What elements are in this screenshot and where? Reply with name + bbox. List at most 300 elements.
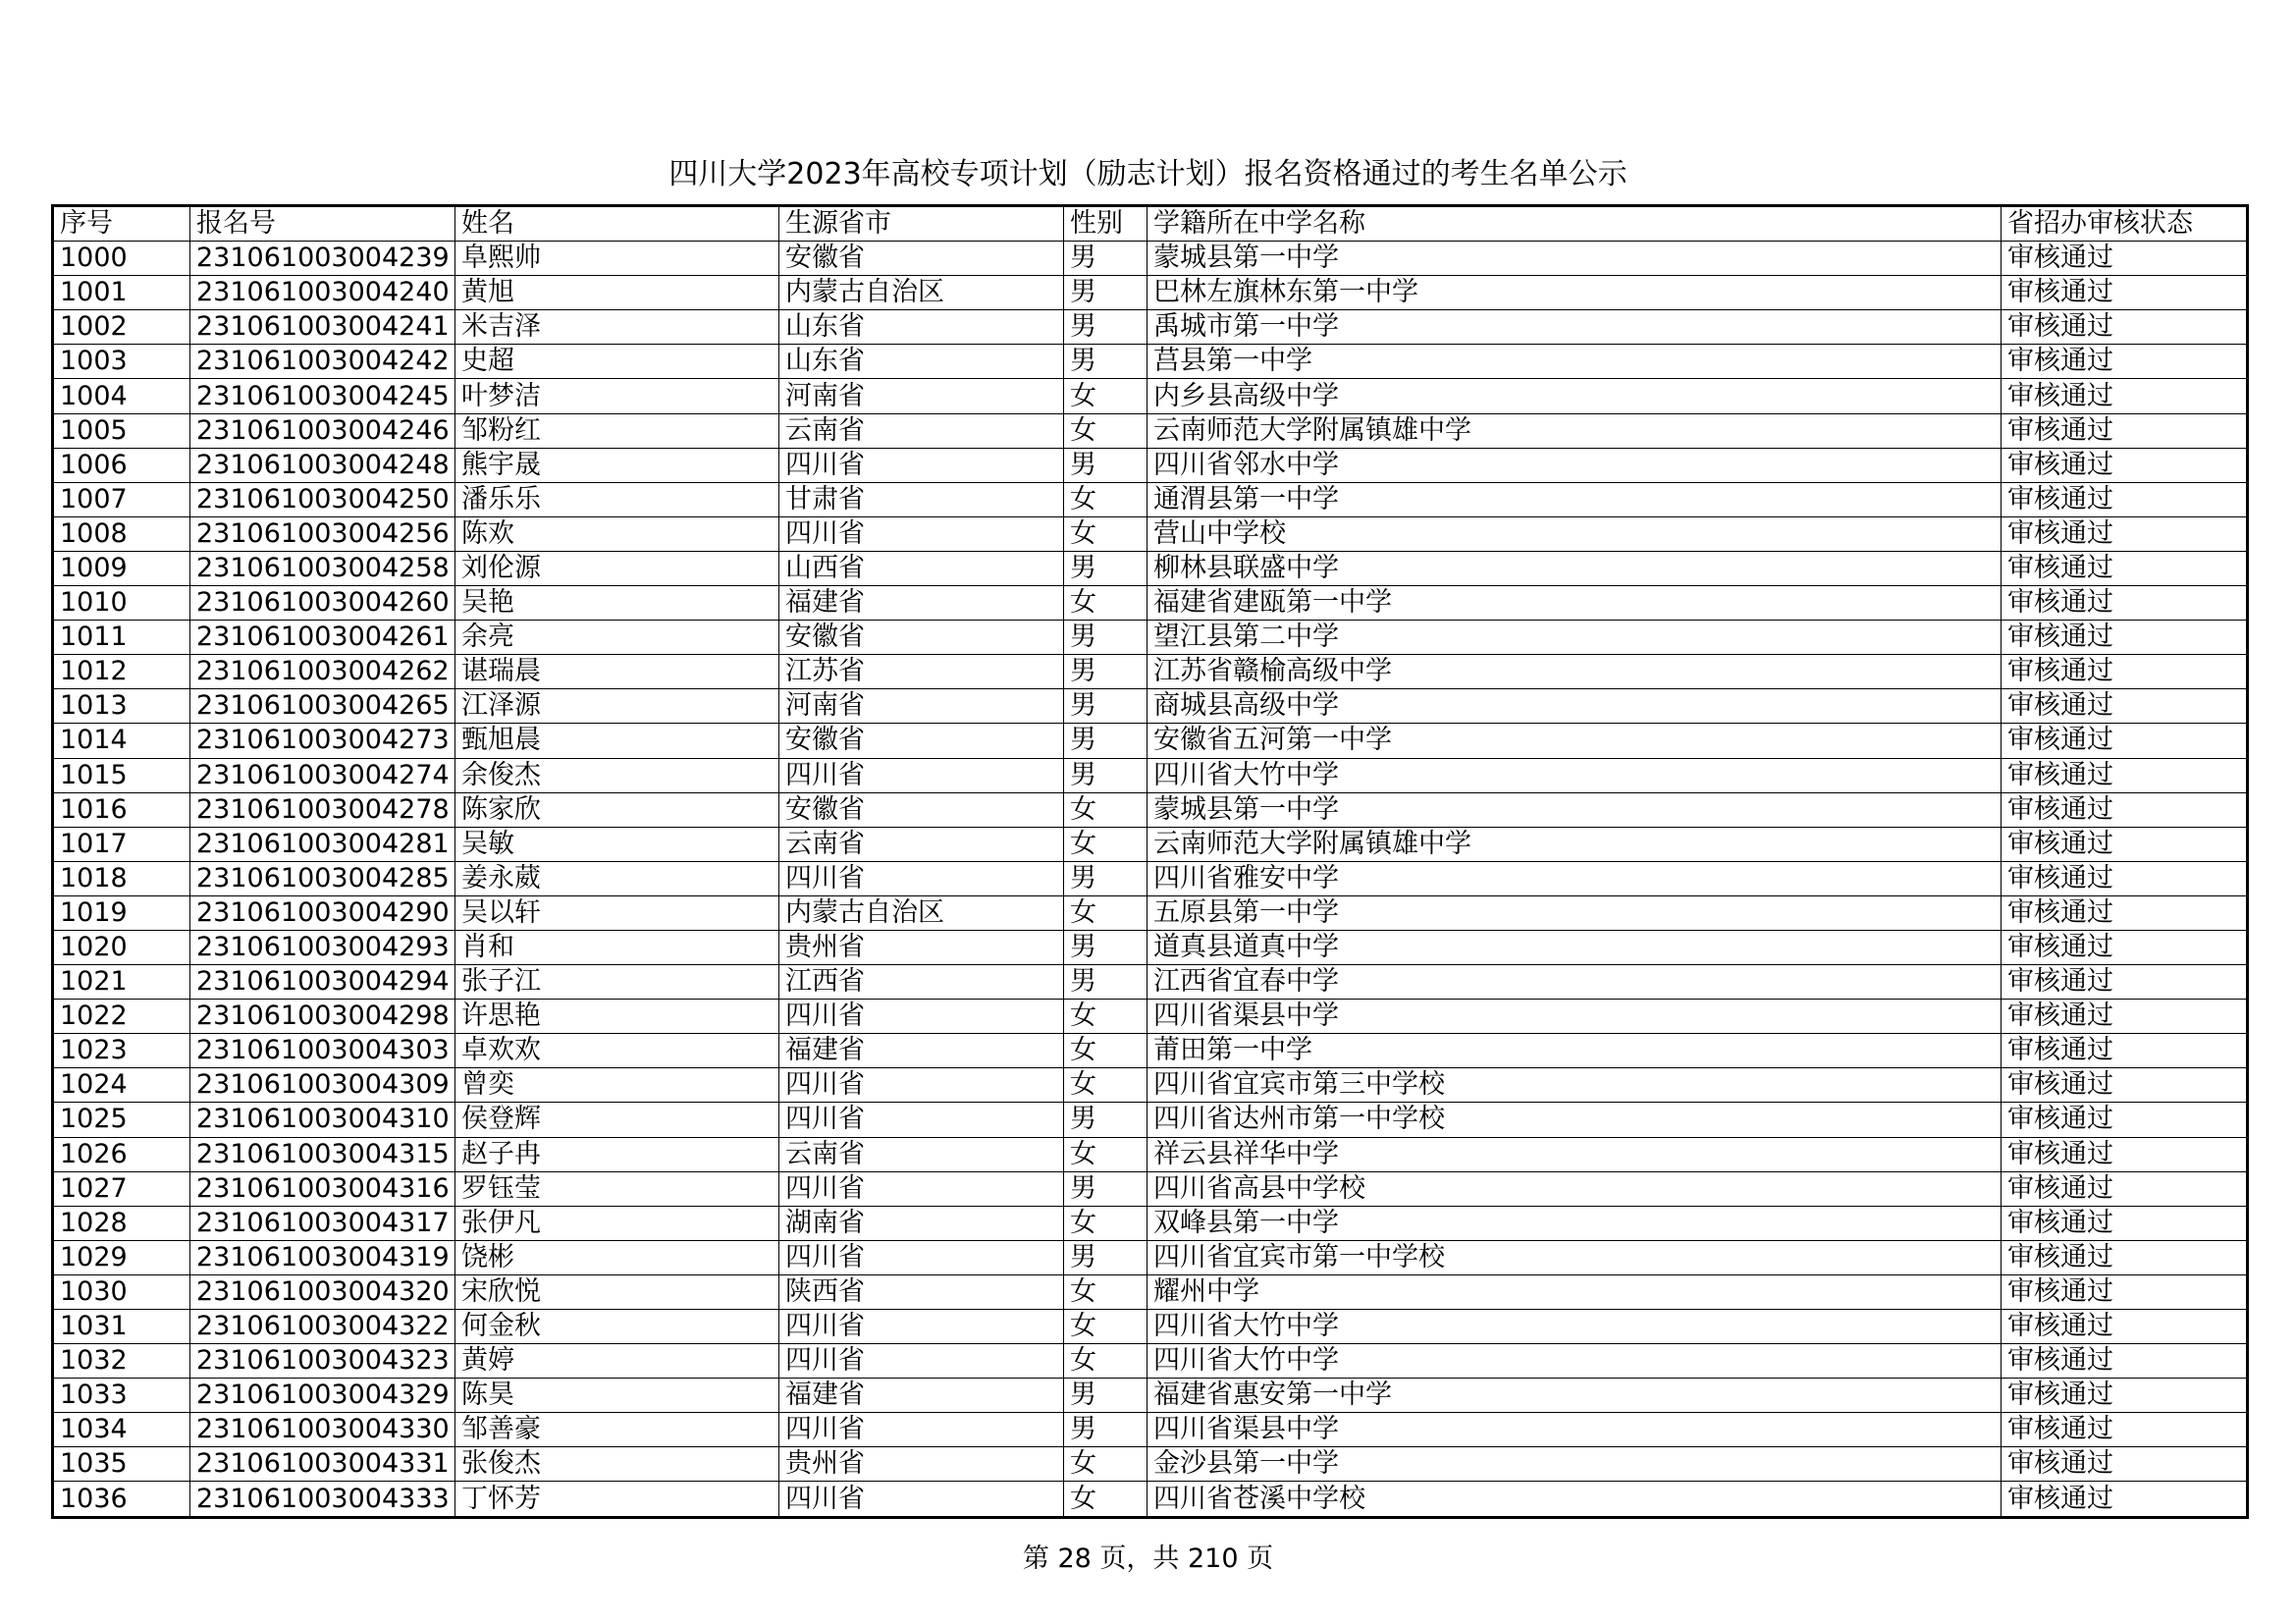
cell-index: 1018	[53, 861, 190, 895]
cell-review-status: 审核通过	[2002, 1171, 2248, 1206]
cell-school: 通渭县第一中学	[1148, 482, 2002, 516]
cell-name: 丁怀芳	[455, 1482, 779, 1517]
cell-index: 1019	[53, 895, 190, 930]
cell-gender: 男	[1064, 930, 1148, 964]
cell-gender: 男	[1064, 310, 1148, 345]
cell-gender: 男	[1064, 448, 1148, 482]
cell-registration-number: 231061003004309	[190, 1068, 455, 1103]
cell-registration-number: 231061003004261	[190, 621, 455, 655]
cell-index: 1009	[53, 551, 190, 585]
cell-index: 1011	[53, 621, 190, 655]
page-number: 第 28 页，共 210 页	[1022, 1543, 1274, 1574]
cell-school: 四川省宜宾市第一中学校	[1148, 1240, 2002, 1274]
table-row	[53, 1068, 2248, 1103]
cell-name: 吴以轩	[455, 895, 779, 930]
cell-registration-number: 231061003004240	[190, 276, 455, 310]
table-row	[53, 930, 2248, 964]
cell-province: 山东省	[779, 310, 1064, 345]
cell-gender: 女	[1064, 1274, 1148, 1309]
cell-review-status: 审核通过	[2002, 516, 2248, 551]
cell-name: 张伊凡	[455, 1206, 779, 1240]
cell-registration-number: 231061003004333	[190, 1482, 455, 1517]
cell-school: 商城县高级中学	[1148, 689, 2002, 724]
cell-gender: 男	[1064, 1171, 1148, 1206]
table-row	[53, 689, 2248, 724]
cell-gender: 女	[1064, 827, 1148, 861]
table-row	[53, 1103, 2248, 1137]
cell-review-status: 审核通过	[2002, 1103, 2248, 1137]
cell-gender: 男	[1064, 345, 1148, 379]
cell-school: 莒县第一中学	[1148, 345, 2002, 379]
cell-name: 张俊杰	[455, 1447, 779, 1482]
cell-registration-number: 231061003004246	[190, 413, 455, 448]
cell-school: 禹城市第一中学	[1148, 310, 2002, 345]
page-title: 四川大学2023年高校专项计划（励志计划）报名资格通过的考生名单公示	[668, 157, 1628, 191]
cell-review-status: 审核通过	[2002, 1137, 2248, 1171]
cell-name: 宋欣悦	[455, 1274, 779, 1309]
table-row	[53, 1000, 2248, 1034]
column-header-school: 学籍所在中学名称	[1148, 206, 2002, 242]
cell-school: 四川省达州市第一中学校	[1148, 1103, 2002, 1137]
cell-province: 福建省	[779, 586, 1064, 621]
table-row	[53, 758, 2248, 792]
cell-name: 余亮	[455, 621, 779, 655]
cell-gender: 男	[1064, 689, 1148, 724]
table-row	[53, 1482, 2248, 1517]
cell-name: 姜永葳	[455, 861, 779, 895]
cell-gender: 女	[1064, 516, 1148, 551]
cell-registration-number: 231061003004241	[190, 310, 455, 345]
cell-gender: 男	[1064, 242, 1148, 276]
table-row	[53, 1034, 2248, 1068]
table-row	[53, 482, 2248, 516]
cell-review-status: 审核通过	[2002, 586, 2248, 621]
cell-school: 内乡县高级中学	[1148, 379, 2002, 413]
cell-index: 1015	[53, 758, 190, 792]
cell-review-status: 审核通过	[2002, 551, 2248, 585]
table-row	[53, 1171, 2248, 1206]
cell-province: 四川省	[779, 1413, 1064, 1447]
cell-province: 河南省	[779, 379, 1064, 413]
cell-province: 四川省	[779, 448, 1064, 482]
cell-review-status: 审核通过	[2002, 655, 2248, 689]
table-row	[53, 1240, 2248, 1274]
cell-review-status: 审核通过	[2002, 1310, 2248, 1344]
cell-name: 许思艳	[455, 1000, 779, 1034]
cell-name: 谌瑞晨	[455, 655, 779, 689]
cell-school: 祥云县祥华中学	[1148, 1137, 2002, 1171]
cell-index: 1013	[53, 689, 190, 724]
cell-province: 江西省	[779, 965, 1064, 1000]
column-header-gender: 性别	[1064, 206, 1148, 242]
cell-review-status: 审核通过	[2002, 689, 2248, 724]
table-row	[53, 413, 2248, 448]
table-row	[53, 1379, 2248, 1413]
cell-review-status: 审核通过	[2002, 310, 2248, 345]
table-row	[53, 242, 2248, 276]
cell-province: 湖南省	[779, 1206, 1064, 1240]
cell-school: 福建省建瓯第一中学	[1148, 586, 2002, 621]
table-row	[53, 448, 2248, 482]
cell-registration-number: 231061003004298	[190, 1000, 455, 1034]
table-row	[53, 345, 2248, 379]
cell-index: 1012	[53, 655, 190, 689]
cell-review-status: 审核通过	[2002, 1240, 2248, 1274]
cell-index: 1023	[53, 1034, 190, 1068]
cell-registration-number: 231061003004265	[190, 689, 455, 724]
table-row	[53, 586, 2248, 621]
cell-index: 1010	[53, 586, 190, 621]
cell-index: 1016	[53, 792, 190, 827]
cell-province: 四川省	[779, 1344, 1064, 1379]
cell-gender: 女	[1064, 1482, 1148, 1517]
cell-school: 四川省渠县中学	[1148, 1000, 2002, 1034]
table-row	[53, 861, 2248, 895]
cell-province: 四川省	[779, 861, 1064, 895]
cell-review-status: 审核通过	[2002, 379, 2248, 413]
cell-index: 1028	[53, 1206, 190, 1240]
cell-province: 甘肃省	[779, 482, 1064, 516]
cell-province: 四川省	[779, 1482, 1064, 1517]
cell-index: 1007	[53, 482, 190, 516]
cell-province: 安徽省	[779, 724, 1064, 758]
cell-school: 蒙城县第一中学	[1148, 242, 2002, 276]
cell-school: 四川省大竹中学	[1148, 1344, 2002, 1379]
cell-registration-number: 231061003004330	[190, 1413, 455, 1447]
table-row	[53, 724, 2248, 758]
cell-school: 福建省惠安第一中学	[1148, 1379, 2002, 1413]
cell-school: 耀州中学	[1148, 1274, 2002, 1309]
cell-index: 1033	[53, 1379, 190, 1413]
cell-registration-number: 231061003004262	[190, 655, 455, 689]
cell-gender: 男	[1064, 551, 1148, 585]
cell-school: 四川省苍溪中学校	[1148, 1482, 2002, 1517]
table-row	[53, 1413, 2248, 1447]
table-row	[53, 792, 2248, 827]
cell-index: 1027	[53, 1171, 190, 1206]
cell-school: 莆田第一中学	[1148, 1034, 2002, 1068]
cell-school: 江苏省赣榆高级中学	[1148, 655, 2002, 689]
cell-gender: 女	[1064, 895, 1148, 930]
cell-school: 双峰县第一中学	[1148, 1206, 2002, 1240]
cell-gender: 男	[1064, 1240, 1148, 1274]
cell-index: 1006	[53, 448, 190, 482]
cell-province: 内蒙古自治区	[779, 276, 1064, 310]
cell-index: 1026	[53, 1137, 190, 1171]
cell-registration-number: 231061003004331	[190, 1447, 455, 1482]
cell-registration-number: 231061003004329	[190, 1379, 455, 1413]
cell-review-status: 审核通过	[2002, 1482, 2248, 1517]
cell-index: 1035	[53, 1447, 190, 1482]
cell-province: 云南省	[779, 827, 1064, 861]
table-row	[53, 1344, 2248, 1379]
cell-review-status: 审核通过	[2002, 1447, 2248, 1482]
cell-index: 1017	[53, 827, 190, 861]
cell-name: 黄婷	[455, 1344, 779, 1379]
cell-school: 江西省宜春中学	[1148, 965, 2002, 1000]
cell-school: 四川省邻水中学	[1148, 448, 2002, 482]
cell-school: 五原县第一中学	[1148, 895, 2002, 930]
cell-school: 望江县第二中学	[1148, 621, 2002, 655]
cell-review-status: 审核通过	[2002, 1413, 2248, 1447]
cell-name: 肖和	[455, 930, 779, 964]
cell-name: 张子江	[455, 965, 779, 1000]
cell-gender: 男	[1064, 1379, 1148, 1413]
cell-review-status: 审核通过	[2002, 413, 2248, 448]
cell-index: 1036	[53, 1482, 190, 1517]
cell-gender: 男	[1064, 965, 1148, 1000]
cell-gender: 女	[1064, 379, 1148, 413]
cell-gender: 男	[1064, 621, 1148, 655]
cell-name: 甄旭晨	[455, 724, 779, 758]
cell-review-status: 审核通过	[2002, 965, 2248, 1000]
cell-province: 福建省	[779, 1379, 1064, 1413]
cell-name: 邹粉红	[455, 413, 779, 448]
cell-review-status: 审核通过	[2002, 242, 2248, 276]
cell-review-status: 审核通过	[2002, 827, 2248, 861]
cell-school: 云南师范大学附属镇雄中学	[1148, 827, 2002, 861]
cell-name: 吴敏	[455, 827, 779, 861]
column-header-registration-number: 报名号	[190, 206, 455, 242]
cell-province: 四川省	[779, 1171, 1064, 1206]
cell-review-status: 审核通过	[2002, 1344, 2248, 1379]
cell-review-status: 审核通过	[2002, 861, 2248, 895]
cell-index: 1001	[53, 276, 190, 310]
cell-gender: 男	[1064, 724, 1148, 758]
cell-registration-number: 231061003004281	[190, 827, 455, 861]
cell-name: 卓欢欢	[455, 1034, 779, 1068]
cell-gender: 女	[1064, 482, 1148, 516]
cell-registration-number: 231061003004258	[190, 551, 455, 585]
column-header-name: 姓名	[455, 206, 779, 242]
cell-registration-number: 231061003004285	[190, 861, 455, 895]
cell-province: 四川省	[779, 516, 1064, 551]
cell-gender: 男	[1064, 655, 1148, 689]
cell-province: 四川省	[779, 1103, 1064, 1137]
cell-index: 1014	[53, 724, 190, 758]
cell-registration-number: 231061003004294	[190, 965, 455, 1000]
cell-registration-number: 231061003004274	[190, 758, 455, 792]
cell-school: 蒙城县第一中学	[1148, 792, 2002, 827]
cell-index: 1030	[53, 1274, 190, 1309]
cell-registration-number: 231061003004242	[190, 345, 455, 379]
cell-school: 道真县道真中学	[1148, 930, 2002, 964]
cell-review-status: 审核通过	[2002, 276, 2248, 310]
cell-review-status: 审核通过	[2002, 1274, 2248, 1309]
cell-name: 陈家欣	[455, 792, 779, 827]
cell-name: 邹善豪	[455, 1413, 779, 1447]
table-row	[53, 655, 2248, 689]
cell-province: 四川省	[779, 758, 1064, 792]
cell-index: 1031	[53, 1310, 190, 1344]
cell-index: 1029	[53, 1240, 190, 1274]
table-row	[53, 310, 2248, 345]
cell-province: 安徽省	[779, 792, 1064, 827]
candidate-table	[51, 204, 2249, 1519]
cell-province: 贵州省	[779, 930, 1064, 964]
cell-province: 云南省	[779, 1137, 1064, 1171]
cell-registration-number: 231061003004256	[190, 516, 455, 551]
cell-gender: 女	[1064, 1034, 1148, 1068]
table-row	[53, 1447, 2248, 1482]
table-row	[53, 965, 2248, 1000]
cell-province: 内蒙古自治区	[779, 895, 1064, 930]
cell-province: 安徽省	[779, 621, 1064, 655]
cell-gender: 女	[1064, 1447, 1148, 1482]
cell-name: 阜熙帅	[455, 242, 779, 276]
table-body	[53, 242, 2248, 1517]
cell-registration-number: 231061003004260	[190, 586, 455, 621]
cell-name: 曾奕	[455, 1068, 779, 1103]
cell-name: 罗钰莹	[455, 1171, 779, 1206]
cell-province: 云南省	[779, 413, 1064, 448]
cell-name: 黄旭	[455, 276, 779, 310]
cell-registration-number: 231061003004239	[190, 242, 455, 276]
cell-gender: 男	[1064, 861, 1148, 895]
cell-school: 四川省大竹中学	[1148, 758, 2002, 792]
cell-index: 1024	[53, 1068, 190, 1103]
cell-review-status: 审核通过	[2002, 1206, 2248, 1240]
column-header-review-status: 省招办审核状态	[2002, 206, 2248, 242]
cell-review-status: 审核通过	[2002, 1068, 2248, 1103]
cell-school: 云南师范大学附属镇雄中学	[1148, 413, 2002, 448]
table-row	[53, 1137, 2248, 1171]
cell-school: 金沙县第一中学	[1148, 1447, 2002, 1482]
table-row	[53, 276, 2248, 310]
table-row	[53, 895, 2248, 930]
cell-index: 1025	[53, 1103, 190, 1137]
cell-review-status: 审核通过	[2002, 621, 2248, 655]
cell-index: 1022	[53, 1000, 190, 1034]
cell-province: 山西省	[779, 551, 1064, 585]
cell-gender: 女	[1064, 1344, 1148, 1379]
table-row	[53, 1310, 2248, 1344]
cell-province: 四川省	[779, 1240, 1064, 1274]
cell-name: 熊宇晟	[455, 448, 779, 482]
cell-index: 1003	[53, 345, 190, 379]
cell-review-status: 审核通过	[2002, 1379, 2248, 1413]
table-row	[53, 621, 2248, 655]
cell-name: 江泽源	[455, 689, 779, 724]
cell-review-status: 审核通过	[2002, 482, 2248, 516]
cell-province: 河南省	[779, 689, 1064, 724]
cell-province: 陕西省	[779, 1274, 1064, 1309]
cell-name: 侯登辉	[455, 1103, 779, 1137]
cell-gender: 女	[1064, 1000, 1148, 1034]
cell-name: 饶彬	[455, 1240, 779, 1274]
column-header-province: 生源省市	[779, 206, 1064, 242]
cell-name: 吴艳	[455, 586, 779, 621]
cell-gender: 男	[1064, 1103, 1148, 1137]
table-row	[53, 516, 2248, 551]
table-row	[53, 551, 2248, 585]
cell-index: 1034	[53, 1413, 190, 1447]
cell-registration-number: 231061003004315	[190, 1137, 455, 1171]
table-row	[53, 1206, 2248, 1240]
cell-name: 何金秋	[455, 1310, 779, 1344]
cell-gender: 女	[1064, 413, 1148, 448]
cell-review-status: 审核通过	[2002, 1034, 2248, 1068]
cell-registration-number: 231061003004319	[190, 1240, 455, 1274]
cell-registration-number: 231061003004290	[190, 895, 455, 930]
cell-review-status: 审核通过	[2002, 1000, 2248, 1034]
cell-index: 1032	[53, 1344, 190, 1379]
cell-province: 江苏省	[779, 655, 1064, 689]
cell-name: 刘伦源	[455, 551, 779, 585]
cell-province: 贵州省	[779, 1447, 1064, 1482]
cell-name: 叶梦洁	[455, 379, 779, 413]
cell-province: 山东省	[779, 345, 1064, 379]
cell-registration-number: 231061003004303	[190, 1034, 455, 1068]
cell-province: 四川省	[779, 1310, 1064, 1344]
cell-school: 四川省宜宾市第三中学校	[1148, 1068, 2002, 1103]
cell-registration-number: 231061003004248	[190, 448, 455, 482]
cell-registration-number: 231061003004322	[190, 1310, 455, 1344]
cell-name: 陈欢	[455, 516, 779, 551]
cell-index: 1021	[53, 965, 190, 1000]
cell-school: 四川省大竹中学	[1148, 1310, 2002, 1344]
cell-gender: 男	[1064, 276, 1148, 310]
cell-registration-number: 231061003004310	[190, 1103, 455, 1137]
cell-school: 四川省高县中学校	[1148, 1171, 2002, 1206]
cell-review-status: 审核通过	[2002, 345, 2248, 379]
cell-review-status: 审核通过	[2002, 792, 2248, 827]
cell-review-status: 审核通过	[2002, 930, 2248, 964]
cell-school: 营山中学校	[1148, 516, 2002, 551]
cell-review-status: 审核通过	[2002, 448, 2248, 482]
cell-gender: 女	[1064, 1310, 1148, 1344]
cell-province: 安徽省	[779, 242, 1064, 276]
cell-province: 四川省	[779, 1000, 1064, 1034]
cell-province: 四川省	[779, 1068, 1064, 1103]
cell-name: 史超	[455, 345, 779, 379]
column-header-index: 序号	[53, 206, 190, 242]
cell-gender: 男	[1064, 1413, 1148, 1447]
cell-registration-number: 231061003004245	[190, 379, 455, 413]
cell-review-status: 审核通过	[2002, 724, 2248, 758]
table-row	[53, 379, 2248, 413]
cell-review-status: 审核通过	[2002, 895, 2248, 930]
cell-school: 柳林县联盛中学	[1148, 551, 2002, 585]
cell-school: 巴林左旗林东第一中学	[1148, 276, 2002, 310]
cell-province: 福建省	[779, 1034, 1064, 1068]
cell-registration-number: 231061003004316	[190, 1171, 455, 1206]
cell-index: 1002	[53, 310, 190, 345]
cell-gender: 女	[1064, 1137, 1148, 1171]
cell-name: 潘乐乐	[455, 482, 779, 516]
cell-name: 陈昊	[455, 1379, 779, 1413]
cell-name: 米吉泽	[455, 310, 779, 345]
cell-review-status: 审核通过	[2002, 758, 2248, 792]
cell-school: 四川省渠县中学	[1148, 1413, 2002, 1447]
cell-gender: 女	[1064, 792, 1148, 827]
cell-gender: 男	[1064, 758, 1148, 792]
cell-index: 1005	[53, 413, 190, 448]
table-header-row	[53, 206, 2248, 242]
cell-registration-number: 231061003004323	[190, 1344, 455, 1379]
cell-name: 赵子冉	[455, 1137, 779, 1171]
cell-school: 安徽省五河第一中学	[1148, 724, 2002, 758]
table-row	[53, 1274, 2248, 1309]
cell-gender: 女	[1064, 586, 1148, 621]
table-row	[53, 827, 2248, 861]
cell-index: 1000	[53, 242, 190, 276]
cell-gender: 女	[1064, 1206, 1148, 1240]
cell-index: 1008	[53, 516, 190, 551]
cell-registration-number: 231061003004273	[190, 724, 455, 758]
cell-index: 1020	[53, 930, 190, 964]
cell-registration-number: 231061003004317	[190, 1206, 455, 1240]
